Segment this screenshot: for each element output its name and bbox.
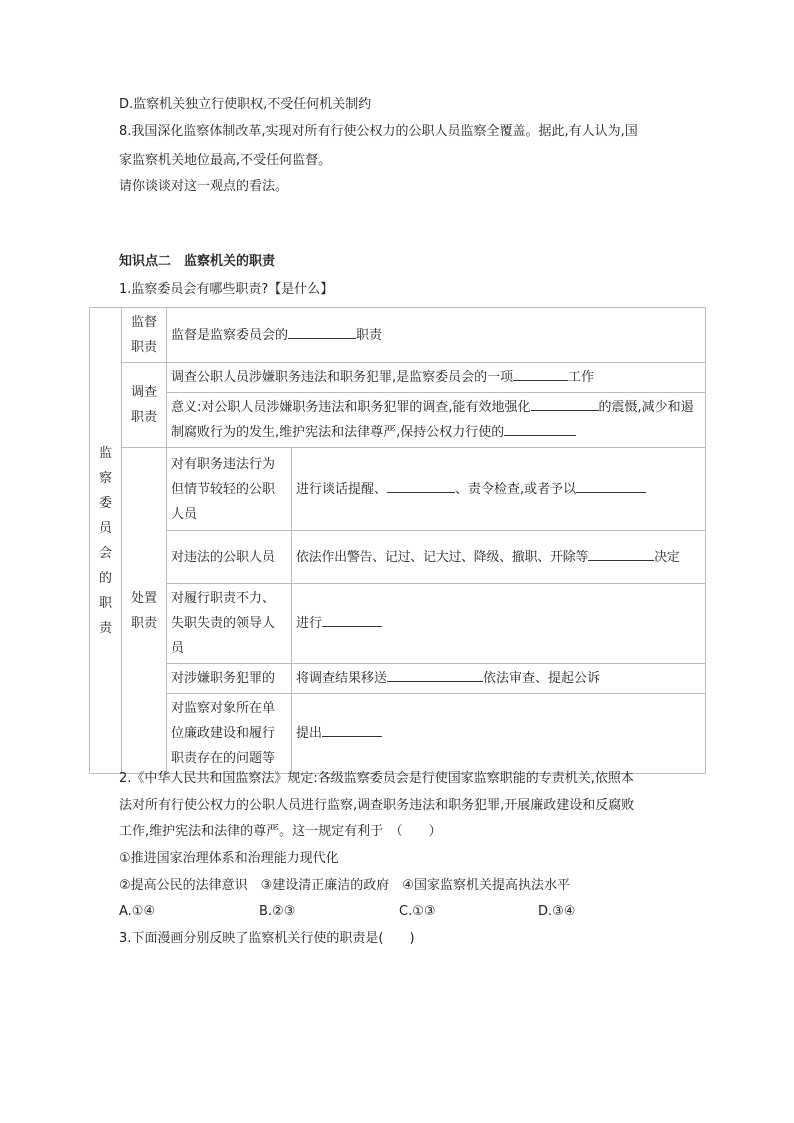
q2-option-b: B.②③ <box>259 904 296 919</box>
dispose-header: 处置职责 <box>122 448 167 774</box>
q1-title: 1.监察委员会有哪些职责?【是什么】 <box>119 282 334 297</box>
q2-option-a: A.①④ <box>119 904 156 919</box>
dispose-target-5: 对监察对象所在单位廉政建设和履行职责存在的问题等 <box>167 694 292 774</box>
dispose-action-1: 进行谈话提醒、 、责令检查,或者予以 <box>292 448 706 531</box>
investigate-row-2: 意义:对公职人员涉嫌职务违法和职务犯罪的调查,能有效地强化 的震慑,减少和遏制腐败行为的发生,维护宪法和法律尊严,保持公权力行使的 <box>167 393 706 448</box>
investigate-row-1: 调查公职人员涉嫌职务违法和职务犯罪,是监察委员会的一项 工作 <box>167 363 706 393</box>
q2-line-2: 法对所有行使公权力的公职人员进行监察,调查职务违法和职务犯罪,开展廉政建设和反腐败 <box>119 798 635 813</box>
dispose-target-2: 对违法的公职人员 <box>167 531 292 584</box>
dispose-action-2: 依法作出警告、记过、记大过、降级、撤职、开除等 决定 <box>292 531 706 584</box>
q2-item-1: ①推进国家治理体系和治理能力现代化 <box>119 851 339 866</box>
q2-option-d: D.③④ <box>538 904 576 919</box>
dispose-action-3: 进行 <box>292 584 706 664</box>
dispose-target-1: 对有职务违法行为但情节较轻的公职人员 <box>167 448 292 531</box>
q2-line-1: 2.《中华人民共和国监察法》规定:各级监察委员会是行使国家监察职能的专责机关,依照本 <box>119 771 634 786</box>
q3-title: 3.下面漫画分别反映了监察机关行使的职责是( ) <box>119 931 415 946</box>
q2-line-3: 工作,维护宪法和法律的尊严。这一规定有利于 （ ） <box>119 824 442 839</box>
supervise-header: 监督职责 <box>122 308 167 363</box>
duty-table <box>89 307 706 774</box>
supervise-cell: 监督是监察委员会的 职责 <box>167 308 706 363</box>
q7-option-d: D.监察机关独立行使职权,不受任何机关制约 <box>119 97 372 112</box>
q2-item-2: ②提高公民的法律意识 ③建设清正廉洁的政府 ④国家监察机关提高执法水平 <box>119 878 570 893</box>
q2-option-c: C.①③ <box>399 904 436 919</box>
dispose-action-5: 提出 <box>292 694 706 774</box>
q8-line-2: 家监察机关地位最高,不受任何监督。 <box>119 153 332 168</box>
main-header: 监察委员会的职责 <box>90 308 122 774</box>
section-title: 知识点二 监察机关的职责 <box>119 254 276 269</box>
q8-line-1: 8.我国深化监察体制改革,实现对所有行使公权力的公职人员监察全覆盖。据此,有人认为,国 <box>119 124 638 139</box>
dispose-action-4: 将调查结果移送 依法审查、提起公诉 <box>292 664 706 694</box>
dispose-target-3: 对履行职责不力、失职失责的领导人员 <box>167 584 292 664</box>
dispose-target-4: 对涉嫌职务犯罪的 <box>167 664 292 694</box>
q8-line-3: 请你谈谈对这一观点的看法。 <box>119 179 289 194</box>
investigate-header: 调查职责 <box>122 363 167 448</box>
